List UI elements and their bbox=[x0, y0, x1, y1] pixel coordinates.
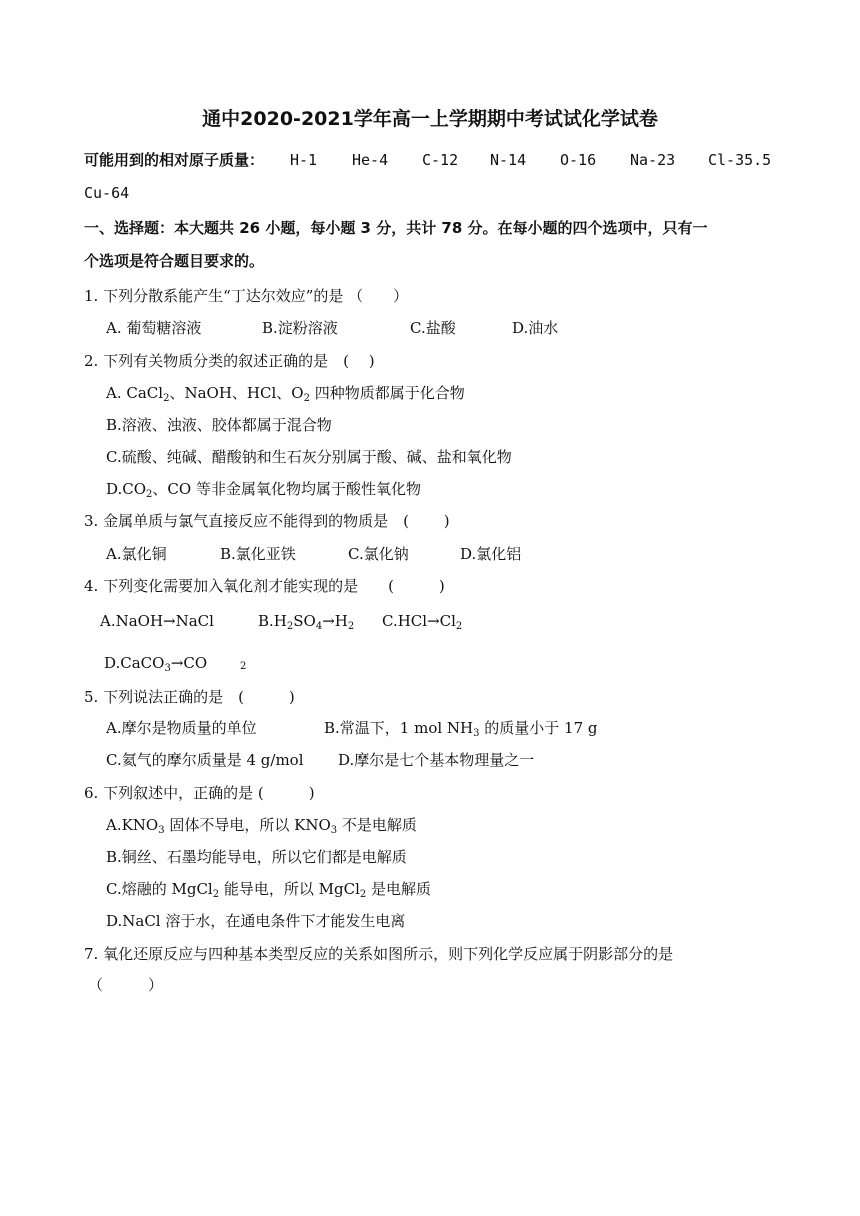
section-heading-line2: 个选项是符合题目要求的。 bbox=[84, 252, 265, 270]
question-6-option-b: B.铜丝、石墨均能导电，所以它们都是电解质 bbox=[106, 848, 407, 866]
question-5-option-d: D.摩尔是七个基本物理量之一 bbox=[338, 751, 535, 769]
question-4-option-a: A.NaOH→NaCl bbox=[100, 612, 214, 630]
question-6-stem: 6. 下列叙述中，正确的是 ( ) bbox=[84, 784, 315, 802]
atomic-mass-o: O-16 bbox=[560, 151, 597, 169]
question-4-option-d: D.CaCO$_3$→CO bbox=[104, 654, 208, 674]
question-6-option-a: $A.KNO_3$ 固体不导电，所以 $KNO_3$ 不是电解质 bbox=[106, 816, 417, 836]
question-4-stem: 4. 下列变化需要加入氧化剂才能实现的是 ( ) bbox=[84, 577, 445, 595]
question-2-option-c: C.硫酸、纯碱、醋酸钠和生石灰分别属于酸、碱、盐和氧化物 bbox=[106, 448, 512, 466]
question-3-option-a: A.氯化铜 bbox=[106, 545, 167, 563]
question-4-option-c: $C.HCl\to Cl_2$ bbox=[382, 612, 463, 632]
atomic-mass-cl: Cl-35.5 bbox=[708, 151, 772, 169]
question-1-option-b: B.淀粉溶液 bbox=[262, 319, 338, 337]
atomic-mass-label: 可能用到的相对原子质量： bbox=[84, 151, 265, 169]
question-4-option-d-stray-subscript: 2 bbox=[240, 661, 247, 672]
question-1-option-a: A. 葡萄糖溶液 bbox=[106, 319, 202, 337]
question-4-option-b: $B.H_2SO_4\to H_2$ bbox=[258, 612, 355, 632]
atomic-mass-cu: Cu-64 bbox=[84, 184, 130, 202]
question-2-option-a: A. CaCl$_2$、NaOH、HCl、$O_2$ 四种物质都属于化合物 bbox=[106, 384, 465, 404]
question-3-option-d: D.氯化铝 bbox=[460, 545, 522, 563]
question-2-option-b: B.溶液、浊液、胶体都属于混合物 bbox=[106, 416, 332, 434]
section-heading-line1: 一、选择题：本大题共 26 小题，每小题 3 分，共计 78 分。在每小题的四个选项中，只有一 bbox=[84, 219, 708, 237]
question-5-option-c: C.氦气的摩尔质量是 4 g/mol bbox=[106, 751, 304, 769]
question-2-stem: 2. 下列有关物质分类的叙述正确的是 ( ) bbox=[84, 352, 375, 370]
exam-title: 通中2020-2021学年高一上学期期中考试试化学试卷 bbox=[202, 108, 658, 130]
question-3-option-b: B.氯化亚铁 bbox=[220, 545, 296, 563]
question-2-option-d: $D.CO_2$、CO 等非金属氧化物均属于酸性氧化物 bbox=[106, 480, 421, 500]
question-1-stem: 1. 下列分散系能产生“丁达尔效应”的是 （ ） bbox=[84, 287, 409, 305]
atomic-mass-he: He-4 bbox=[352, 151, 389, 169]
question-5-option-a: A.摩尔是物质量的单位 bbox=[106, 719, 257, 737]
question-7-stem: 7. 氧化还原反应与四种基本类型反应的关系如图所示，则下列化学反应属于阴影部分的是 bbox=[84, 945, 674, 963]
atomic-mass-na: Na-23 bbox=[630, 151, 676, 169]
atomic-mass-c: C-12 bbox=[422, 151, 459, 169]
atomic-mass-n: N-14 bbox=[490, 151, 527, 169]
question-3-stem: 3. 金属单质与氯气直接反应不能得到的物质是 ( ) bbox=[84, 512, 450, 530]
question-6-option-d: D.NaCl 溶于水，在通电条件下才能发生电离 bbox=[106, 912, 406, 930]
question-1-option-d: D.油水 bbox=[512, 319, 559, 337]
question-1-option-c: C.盐酸 bbox=[410, 319, 456, 337]
question-7-answer-blank: （ ） bbox=[88, 976, 164, 994]
question-3-option-c: C.氯化钠 bbox=[348, 545, 409, 563]
question-5-stem: 5. 下列说法正确的是 ( ) bbox=[84, 688, 295, 706]
atomic-mass-h: H-1 bbox=[290, 151, 318, 169]
question-6-option-c: C.熔融的 MgCl$_2$ 能导电，所以 MgCl$_2$ 是电解质 bbox=[106, 880, 432, 900]
question-5-option-b: B.常温下，1 mol $NH_3$ 的质量小于 17 g bbox=[324, 719, 598, 739]
